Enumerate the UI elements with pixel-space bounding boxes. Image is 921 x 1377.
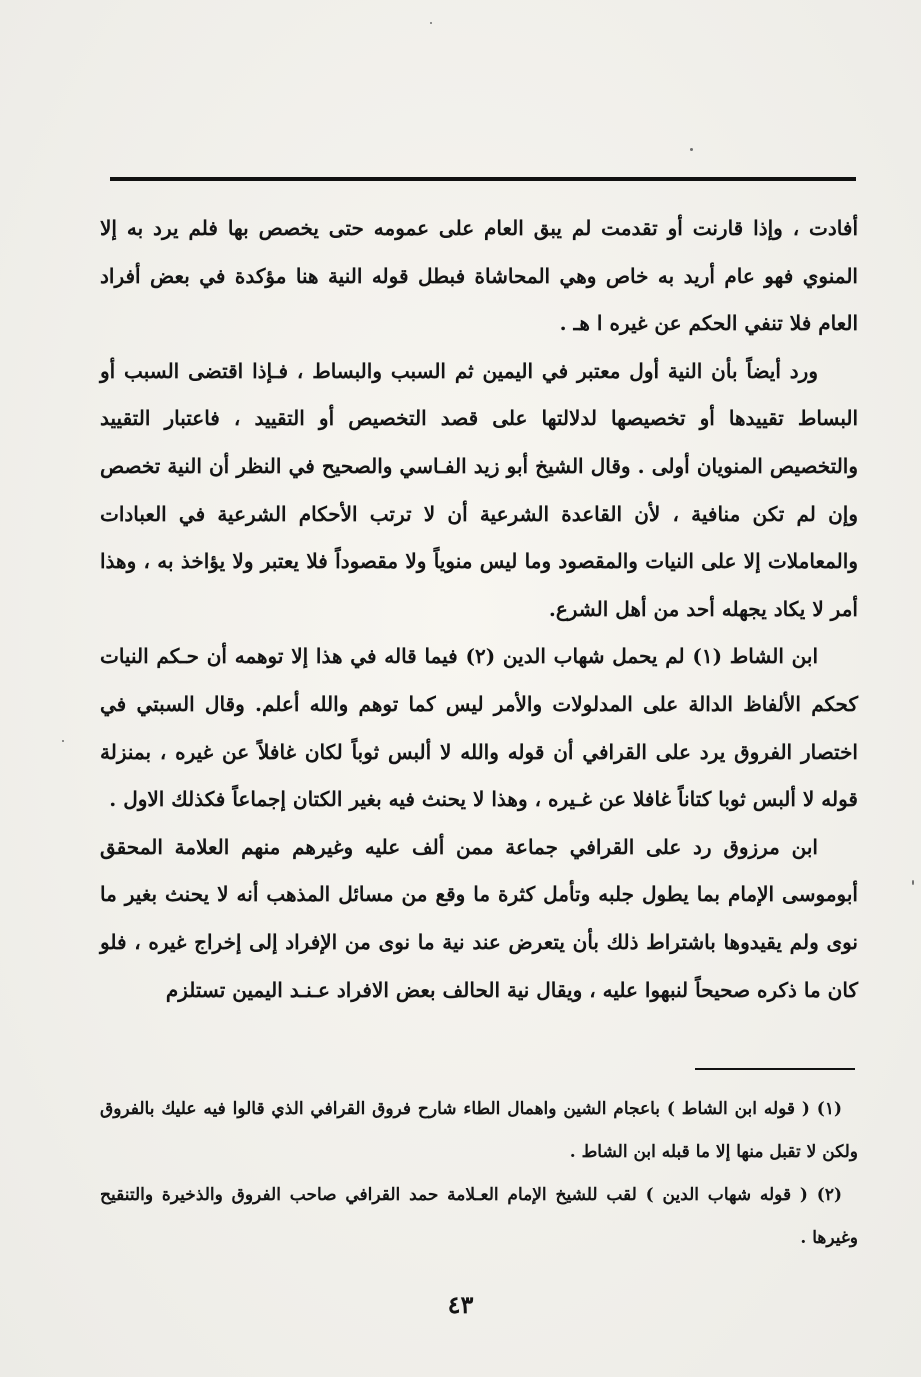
footnote-1: (١) ( قوله ابن الشاط ) باعجام الشين واهمال الطاء شارح فروق القرافي الذي قالوا فيه عليك بالفروق ولكن لا تقبل منها إلا ما قبله ابن الشاط . — [100, 1099, 858, 1162]
scan-speck — [690, 148, 693, 151]
main-text — [100, 205, 858, 1014]
scan-speck — [62, 740, 64, 742]
scan-speck — [912, 880, 914, 885]
paragraph-3: ابن الشاط (١) لم يحمل شهاب الدين (٢) فيما قاله في هذا إلا توهمه أن حـكم النيات كحكم الألفاظ الدالة على المدلولات والأمر ليس كما توهم والله أعلم. وقال السبتي في اختصار الفروق يرد على القرافي أن قوله والله لا ألبس ثوباً لكان غافلاً عن غيره ، بمنزلة قوله لا ألبس ثوبا كتاناً غافلا عن غـيره ، وهذا لا يحنث فيه بغير الكتان إجماعاً فكذلك الاول . — [100, 644, 858, 812]
footnote-2: (٢) ( قوله شهاب الدين ) لقب للشيخ الإمام العـلامة حمد القرافي صاحب الفروق والذخيرة والتنقيح وغيرها . — [100, 1185, 858, 1248]
page-number: ٤٣ — [447, 1290, 474, 1319]
paragraph-4: ابن مرزوق رد على القرافي جماعة ممن ألف عليه وغيرهم منهم العلامة المحقق أبوموسى الإمام بما يطول جلبه وتأمل كثرة ما وقع من مسائل المذهب أنه لا يحنث بغير ما نوى ولم يقيدوها باشتراط ذلك بأن يتعرض عند نية ما نوى من الإفراد إلى إخراج غيره ، فلو كان ما ذكره صحيحاً لنبهوا عليه ، ويقال نية الحالف بعض الافراد عـنـد اليمين تستلزم — [100, 834, 858, 1002]
paragraph-2: ورد أيضاً بأن النية أول معتبر في اليمين ثم السبب والبساط ، فـإذا اقتضى السبب أو البساط تقييدها أو تخصيصها لدلالتها على قصد التخصيص أو التقييد ، فاعتبار التقييد والتخصيص المنويان أولى . وقال الشيخ أبو زيد الفـاسي والصحيح في النظر أن النية تخصص وإن لم تكن منافية ، لأن القاعدة الشرعية أن لا ترتب الأحكام الشرعية في العبادات والمعاملات إلا على النيات والمقصود وما ليس منوياً ولا مقصوداً فلا يعتبر ولا يؤاخذ به ، وهذا أمر لا يكاد يجهله أحد من أهل الشرع. — [100, 358, 858, 621]
header-rule — [110, 177, 856, 181]
footnote-separator — [695, 1068, 855, 1070]
footnotes — [100, 1088, 858, 1260]
scan-speck — [430, 22, 432, 24]
paragraph-1: أفادت ، وإذا قارنت أو تقدمت لم يبق العام على عمومه حتى يخصص بها فلم يرد به إلا المنوي فهو عام أريد به خاص وهي المحاشاة فبطل قوله النية هنا مؤكدة في بعض أفراد العام فلا تنفي الحكم عن غيره ا هـ . — [100, 216, 858, 336]
